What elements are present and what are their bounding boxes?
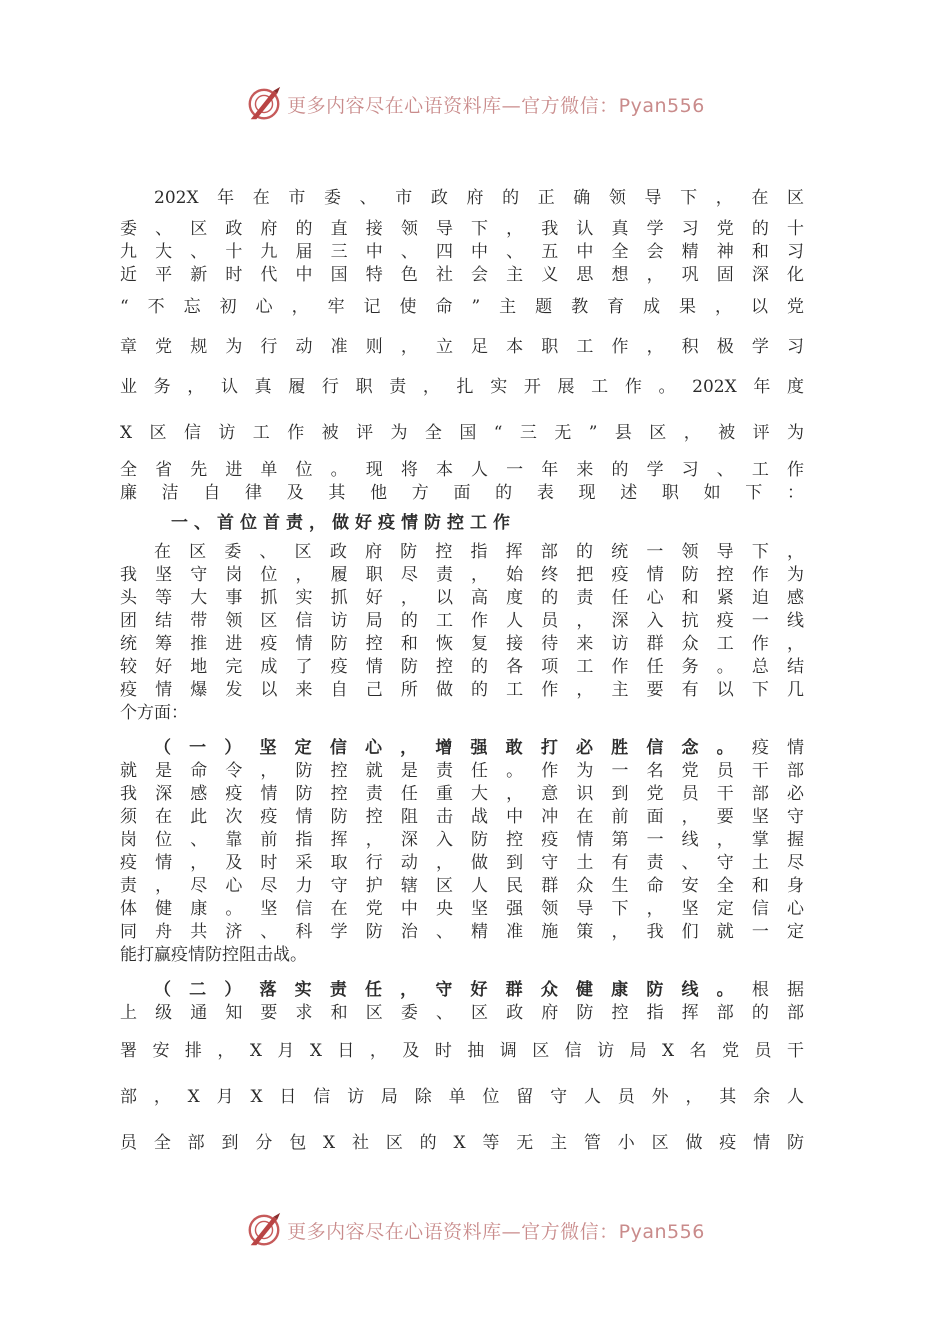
text-run: 根据 (751, 980, 805, 1000)
quill-logo-icon (245, 1211, 283, 1249)
text-line: 责，尽心尽力守护辖区人民群众生命安全和身 (120, 876, 804, 896)
header-banner-text: 更多内容尽在心语资料库—官方微信：Pyan556 (287, 94, 705, 117)
text-line: “不忘初心，牢记使命”主题教育成果，以党 (120, 297, 804, 317)
text-line: 员全部到分包X社区的X等无主管小区做疫情防 (120, 1133, 804, 1153)
paragraph-epidemic (120, 541, 804, 725)
text-line: 九大、十九届三中、四中、五中全会精神和习 (120, 242, 804, 262)
text-line: 较好地完成了疫情防控的各项工作任务。总结 (120, 657, 804, 677)
text-line: 个方面： (120, 703, 188, 723)
text-line: 疫情，及时采取行动，做到守土有责、守土尽 (120, 853, 804, 873)
text-line: 廉洁自律及其他方面的表现述职如下： (120, 483, 804, 503)
footer-banner-text: 更多内容尽在心语资料库—官方微信：Pyan556 (287, 1220, 705, 1243)
text-line: X区信访工作被评为全国“三无”县区，被评为 (120, 423, 804, 443)
subsection-1 (120, 737, 804, 967)
text-line: 章党规为行动准则，立足本职工作，积极学习 (120, 337, 804, 357)
text-line: 近平新时代中国特色社会主义思想，巩固深化 (120, 265, 804, 285)
paragraph-intro (120, 178, 804, 505)
text-line: 体健康。坚信在党中央坚强领导下，坚定信心 (120, 899, 804, 919)
text-line: 部，X月X日信访局除单位留守人员外，其余人 (120, 1087, 804, 1107)
text-line: 委、区政府的直接领导下，我认真学习党的十 (120, 219, 804, 239)
header-banner (0, 82, 950, 126)
quill-logo-icon (245, 85, 283, 123)
text-run: 疫情 (751, 738, 805, 758)
text-line: 团结带领区信访局的工作人员，深入抗疫一线 (120, 611, 804, 631)
text-line: 统筹推进疫情防控和恢复接待来访群众工作， (120, 634, 804, 654)
text-line: 业务，认真履行职责，扎实开展工作。202X年度 (120, 377, 804, 397)
text-line: 在区委、区政府防控指挥部的统一领导下， (154, 542, 804, 562)
text-line: 岗位、靠前指挥，深入防控疫情第一线，掌握 (120, 830, 804, 850)
text-line: 能打赢疫情防控阻击战。 (120, 945, 307, 965)
text-line: 202X年在市委、市政府的正确领导下，在区 (154, 188, 804, 208)
text-line: 全省先进单位。现将本人一年来的学习、工作 (120, 460, 804, 480)
text-line: 同舟共济、科学防治、精准施策，我们就一定 (120, 922, 804, 942)
footer-banner (0, 1208, 950, 1252)
text-line: 就是命令，防控就是责任。作为一名党员干部 (120, 761, 804, 781)
footer-wechat-id: Pyan556 (618, 1220, 705, 1243)
section-heading-1: 一、首位首责，做好疫情防控工作 (171, 513, 516, 533)
text-line: 我深感疫情防控责任重大，意识到党员干部必 (120, 784, 804, 804)
subsection-1-title: （一）坚定信心，增强敢打必胜信念。 (154, 738, 752, 758)
text-line: 我坚守岗位，履职尽责，始终把疫情防控作为 (120, 565, 804, 585)
subsection-2-title: （二）落实责任，守好群众健康防线。 (154, 980, 752, 1000)
subsection-2-first-line (120, 979, 804, 1002)
header-wechat-id: Pyan556 (618, 94, 705, 117)
subsection-1-first-line (120, 737, 804, 760)
text-line: 署安排，X月X日，及时抽调区信访局X名党员干 (120, 1041, 804, 1061)
text-line: 头等大事抓实抓好，以高度的责任心和紧迫感 (120, 588, 804, 608)
document-body (120, 178, 804, 1163)
text-line: 疫情爆发以来自己所做的工作，主要有以下几 (120, 680, 804, 700)
text-line: 须在此次疫情防控阻击战中冲在前面，要坚守 (120, 807, 804, 827)
subsection-2 (120, 979, 804, 1163)
text-line: 上级通知要求和区委、区政府防控指挥部的部 (120, 1003, 804, 1023)
